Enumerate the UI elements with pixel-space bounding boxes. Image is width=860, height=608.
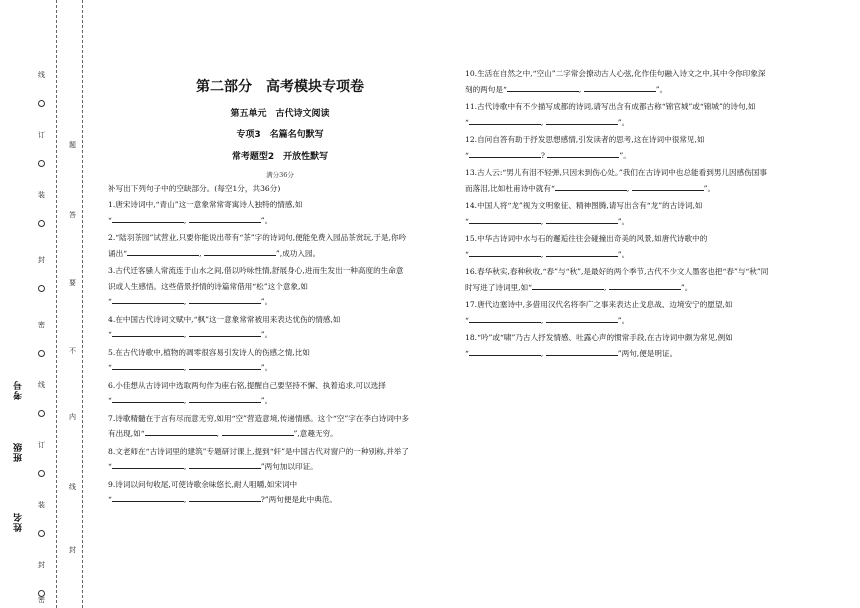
question-line [108, 492, 337, 508]
answer-blank[interactable] [189, 493, 261, 502]
answer-blank[interactable] [609, 281, 681, 290]
question-line [465, 330, 733, 346]
question-line [108, 345, 310, 361]
binding-hole-icon [38, 160, 45, 167]
question-text: 6.小佳想从古诗词中选取两句作为座右铭,提醒自己要坚持不懈、执着追求,可以选择 [108, 380, 386, 390]
question-line [108, 459, 318, 475]
answer-blank[interactable] [469, 149, 541, 158]
question-text: “ [108, 215, 112, 225]
page-title: 第二部分 高考模块专项卷 [196, 79, 364, 95]
binding-glyph: 题 [69, 141, 76, 149]
question-text: 11.古代诗歌中有不少描写成都的诗词,请写出含有成都古称“锦官城”或“锦城”的诗句,如 [465, 102, 756, 111]
question-line [465, 165, 767, 181]
question-text: “ [108, 330, 112, 339]
question-text: 7.诗歌精髓在于言有尽而意无穷,如用“空”营造意境,传递情感。这个“空”字在李白诗词中多 [108, 413, 409, 423]
answer-blank[interactable] [546, 347, 618, 356]
question-line [108, 411, 409, 427]
question-text: 2.“陆羽茶园”试营业,只要你能说出带有“茶”字的诗词句,便能免费入园品茶赏玩,于是,你吟 [108, 233, 407, 242]
question-text: “ [108, 495, 112, 504]
question-line [108, 294, 272, 310]
question-line [108, 378, 386, 394]
question-line [465, 132, 705, 148]
answer-blank[interactable] [189, 295, 261, 304]
question-line [465, 66, 765, 82]
question-text: ”。 [260, 215, 273, 225]
question-text: ”。 [617, 117, 630, 127]
question-text: “ [465, 348, 469, 358]
binding-hole-icon [38, 220, 45, 227]
answer-blank[interactable] [507, 83, 579, 92]
question-text: 识或人生感悟。这些借景抒情的诗篇常借用“松”这个意象,如 [108, 281, 309, 291]
question-text: 8.文老师在“古诗词里的建筑”专题研讨课上,提到“轩”是中国古代对窗户的一种别称,并举了 [108, 446, 409, 456]
question-line [465, 313, 629, 329]
question-text: 15.中华古诗词中水与石的邂逅往往会碰撞出奇美的风景,如唐代诗歌中的 [465, 234, 708, 243]
question-text: ”。 [260, 363, 273, 372]
question-text: “ [108, 396, 112, 405]
binding-glyph: 不 [69, 347, 76, 355]
binding-hole-icon [38, 410, 45, 417]
question-text: 13.古人云:“男儿有泪不轻弹,只因未到伤心处。”我们在古诗词中也总能看到男儿因感伤国事 [465, 168, 767, 177]
question-text: 刻的两句是“ [465, 84, 507, 94]
question-line [108, 246, 320, 262]
answer-blank[interactable] [547, 149, 619, 158]
question-text: , [626, 183, 632, 193]
question-text: , [540, 348, 546, 358]
question-line [108, 477, 297, 493]
question-text: “ [465, 150, 469, 160]
binding-glyph: 内 [69, 413, 76, 421]
question-text: , [183, 396, 189, 405]
question-text: , [540, 249, 546, 259]
question-text: , [183, 297, 189, 306]
question-text: ? [540, 150, 548, 160]
answer-blank[interactable] [145, 427, 217, 436]
question-text: 9.诗词以问句收尾,可使诗歌余味悠长,耐人咀嚼,如宋词中 [108, 479, 298, 489]
question-type-title: 常考题型2 开放性默写 [231, 152, 329, 162]
question-text: “ [108, 363, 112, 372]
class-label: 班级 [14, 442, 24, 462]
question-line [108, 444, 409, 460]
question-text: 4.在中国古代诗词文赋中,“枫”这一意象常常被用来表达忧伤的情感,如 [108, 314, 341, 324]
question-text: 诵出“ [108, 248, 128, 258]
answer-blank[interactable] [469, 116, 541, 125]
question-line [465, 214, 629, 230]
question-line [108, 360, 272, 376]
question-text: ”。 [260, 297, 273, 306]
question-line [465, 99, 756, 115]
question-text: ”。 [680, 282, 693, 292]
answer-blank[interactable] [546, 215, 618, 224]
instruction: 补写出下列句子中的空缺部分。(每空1分，共36分) [108, 184, 281, 193]
answer-blank[interactable] [469, 347, 541, 356]
answer-blank[interactable] [204, 247, 276, 256]
question-line [465, 247, 629, 263]
answer-blank[interactable] [112, 328, 184, 337]
question-text: “ [108, 462, 112, 471]
question-text: 18.“吟”或“啸”乃古人抒发情感、吐露心声的惯常手段,在古诗词中颇为常见,例如 [465, 333, 733, 342]
answer-blank[interactable] [127, 247, 199, 256]
question-line [108, 312, 340, 328]
answer-blank[interactable] [632, 182, 704, 191]
answer-blank[interactable] [546, 248, 618, 257]
answer-blank[interactable] [189, 214, 261, 223]
question-line [465, 264, 768, 280]
question-text: 12.自问自答有助于抒发思想感情,引发读者的思考,这在诗词中很常见,如 [465, 135, 705, 144]
question-line [108, 393, 272, 409]
answer-blank[interactable] [546, 314, 618, 323]
binding-glyph: 装 [38, 501, 45, 509]
question-line [108, 230, 406, 246]
answer-blank[interactable] [584, 83, 656, 92]
question-text: , [183, 495, 189, 504]
question-line [465, 115, 629, 131]
question-line [465, 346, 677, 362]
binding-glyph: 要 [69, 279, 76, 287]
answer-blank[interactable] [189, 328, 261, 337]
question-line [108, 213, 272, 229]
binding-glyph: 线 [38, 381, 45, 389]
question-text: ”,成功入园。 [275, 248, 321, 258]
question-line [465, 297, 733, 313]
question-text: “ [465, 216, 469, 226]
binding-glyph: 密 [38, 596, 45, 604]
question-text: , [540, 117, 546, 127]
question-text: 有出现,如“ [108, 429, 145, 438]
answer-blank[interactable] [469, 215, 541, 224]
exam-number-label: 考号 [14, 380, 24, 400]
question-text: “ [108, 297, 112, 306]
binding-glyph: 封 [38, 561, 45, 569]
question-line [108, 327, 272, 343]
binding-glyph: 订 [38, 441, 45, 449]
question-text: “ [465, 249, 469, 259]
binding-glyph: 封 [38, 256, 45, 264]
answer-blank[interactable] [112, 493, 184, 502]
question-text: ”两句,便是明证。 [617, 348, 678, 358]
binding-margin [0, 0, 92, 608]
question-line [465, 280, 692, 296]
question-text: ”两句加以印证。 [260, 462, 318, 471]
question-text: ”。 [703, 183, 716, 193]
binding-glyph: 线 [38, 71, 45, 79]
question-text: 时写进了诗词里,如“ [465, 282, 533, 292]
question-text: , [604, 282, 609, 292]
question-text: ”。 [617, 315, 630, 325]
answer-blank[interactable] [112, 394, 184, 403]
binding-glyph: 密 [38, 321, 45, 329]
answer-blank[interactable] [546, 116, 618, 125]
question-text: 16.春华秋实,春种秋收,“春”与“秋”,是最好的两个季节,古代不少文人墨客也把“春”与“秋”同 [465, 267, 769, 276]
question-text: , [183, 462, 189, 471]
question-text: , [216, 429, 222, 438]
question-line [108, 426, 338, 442]
question-text: ”。 [655, 84, 668, 94]
question-text: , [183, 215, 189, 225]
question-line [465, 181, 715, 197]
question-text: ”。 [260, 396, 273, 405]
question-text: 17.唐代边塞诗中,多借用汉代名将李广之事来表达止戈息战、边境安宁的愿望,如 [465, 300, 733, 309]
answer-blank[interactable] [112, 361, 184, 370]
question-line [108, 197, 303, 213]
answer-blank[interactable] [112, 214, 184, 223]
answer-blank[interactable] [532, 281, 604, 290]
question-text: , [540, 216, 546, 226]
question-text: ?”两句便是此中典范。 [260, 495, 338, 504]
question-text: , [183, 330, 189, 339]
question-text: 3.古代迁客骚人常流连于山水之间,借以吟咏性情,舒展身心,进而生发出一种高度的生命意 [108, 266, 404, 275]
question-text: ”。 [617, 249, 630, 259]
question-text: 1.唐宋诗词中,“青山”这一意象常常寄寓诗人独特的情感,如 [108, 200, 303, 209]
question-text: , [199, 248, 204, 258]
unit-title: 第五单元 古代诗文阅读 [230, 109, 330, 119]
binding-hole-icon [38, 285, 45, 292]
question-text: , [183, 363, 189, 372]
binding-glyph: 装 [38, 191, 45, 199]
question-text: “ [465, 315, 469, 325]
question-line [108, 263, 403, 279]
full-score: 满分36分 [266, 171, 294, 179]
question-line [465, 231, 707, 247]
binding-hole-icon [38, 100, 45, 107]
answer-blank[interactable] [189, 361, 261, 370]
answer-blank[interactable] [555, 182, 627, 191]
binding-glyph: 线 [69, 483, 76, 491]
answer-blank[interactable] [469, 248, 541, 257]
answer-blank[interactable] [112, 295, 184, 304]
binding-glyph: 订 [38, 131, 45, 139]
question-line [465, 148, 631, 164]
answer-blank[interactable] [469, 314, 541, 323]
question-text: 14.中国人将“龙”视为文明象征、精神图腾,请写出含有“龙”的古诗词,如 [465, 201, 703, 210]
question-text: 10.生活在自然之中,“空山”二字常会撩动古人心弦,化作佳句融入诗文之中,其中令你印象深 [465, 69, 766, 78]
question-line [465, 198, 702, 214]
binding-hole-icon [38, 530, 45, 537]
answer-blank[interactable] [222, 427, 294, 436]
binding-hole-icon [38, 350, 45, 357]
binding-glyph: 答 [69, 211, 76, 219]
question-text: 5.在古代诗歌中,植物的凋零很容易引发诗人的伤感之情,比如 [108, 347, 310, 357]
answer-blank[interactable] [112, 460, 184, 469]
binding-hole-icon [38, 470, 45, 477]
binding-dashed-line [56, 0, 57, 608]
question-text: ”。 [617, 216, 630, 226]
binding-glyph: 封 [69, 546, 76, 554]
question-text: 而落泪,比如杜甫诗中就有“ [465, 183, 555, 193]
topic-title: 专项3 名篇名句默写 [236, 130, 324, 140]
question-text: ”。 [260, 330, 273, 339]
binding-dashed-line [82, 0, 83, 608]
question-text: ”,意趣无穷。 [293, 429, 338, 438]
question-text: , [540, 315, 546, 325]
name-label: 姓名 [14, 512, 24, 532]
answer-blank[interactable] [189, 394, 261, 403]
question-text: ”。 [619, 150, 631, 160]
question-text: , [578, 84, 584, 94]
question-line [465, 82, 667, 98]
question-text: “ [465, 117, 469, 127]
answer-blank[interactable] [189, 460, 261, 469]
question-line [108, 279, 308, 295]
